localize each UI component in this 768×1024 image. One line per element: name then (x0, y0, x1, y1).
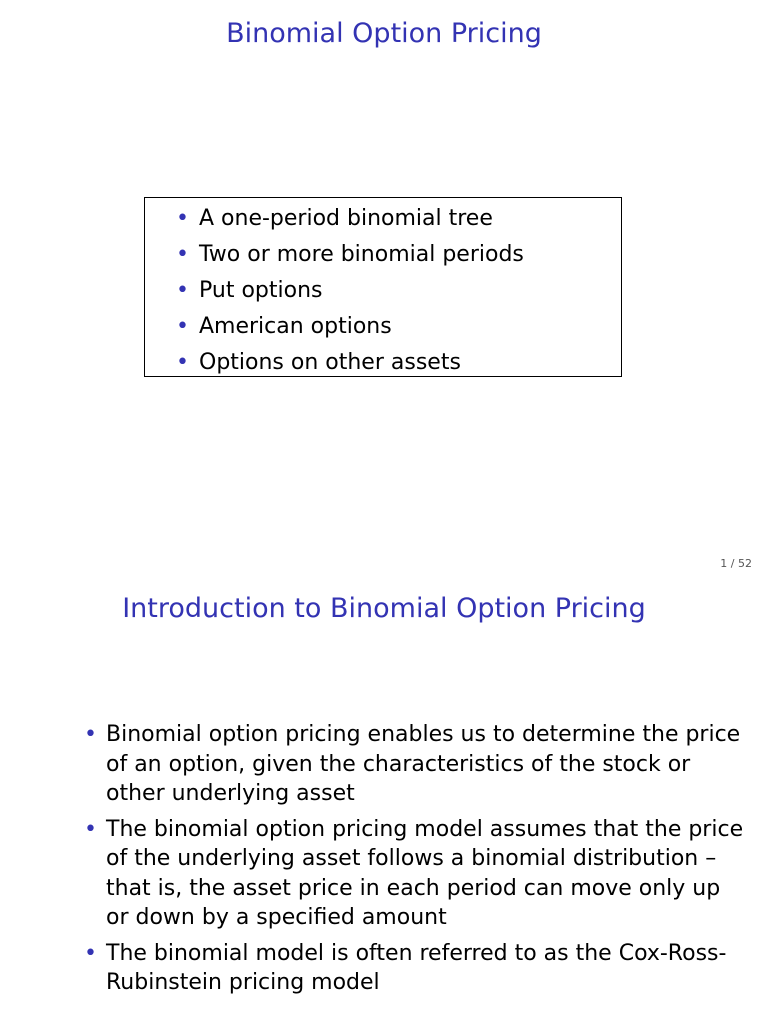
bullet-dot-icon: • (176, 350, 189, 375)
outline-item (173, 237, 524, 273)
outline-item-text: A one-period binomial tree (199, 206, 493, 231)
outline-item-text: Put options (199, 278, 323, 303)
bullet-dot-icon: • (176, 314, 189, 339)
bullet-dot-icon: • (176, 242, 189, 267)
list-item-text: The binomial option pricing model assumes that the price of the underlying asset follows a binomial distribution – that is, the asset price in each period can move only up or down by a specified amount (106, 816, 744, 930)
bullet-dot-icon: • (84, 816, 97, 842)
outline-item (173, 273, 524, 309)
outline-item-text: Two or more binomial periods (199, 242, 524, 267)
bullet-dot-icon: • (176, 278, 189, 303)
list-item (84, 720, 744, 809)
outline-item (173, 309, 524, 345)
outline-item-text: Options on other assets (199, 350, 461, 375)
list-item-text: The binomial model is often referred to as the Cox-Ross-Rubinstein pricing model (106, 940, 727, 995)
bullet-dot-icon: • (84, 940, 97, 966)
outline-item (173, 201, 524, 237)
slide-2 (0, 580, 768, 1024)
slide-1-title: Binomial Option Pricing (226, 18, 542, 49)
page-number: 1 / 52 (720, 557, 752, 570)
outline-box (144, 197, 622, 377)
list-item (84, 939, 744, 998)
outline-item-text: American options (199, 314, 392, 339)
outline-list (173, 201, 524, 381)
bullet-dot-icon: • (176, 206, 189, 231)
content-list (84, 720, 744, 1004)
slide-2-title: Introduction to Binomial Option Pricing (122, 593, 646, 624)
list-item (84, 815, 744, 933)
outline-item (173, 345, 524, 381)
bullet-dot-icon: • (84, 722, 97, 747)
list-item-text: Binomial option pricing enables us to determine the price of an option, given the characteristics of the stock or other underlying asset (106, 722, 741, 806)
